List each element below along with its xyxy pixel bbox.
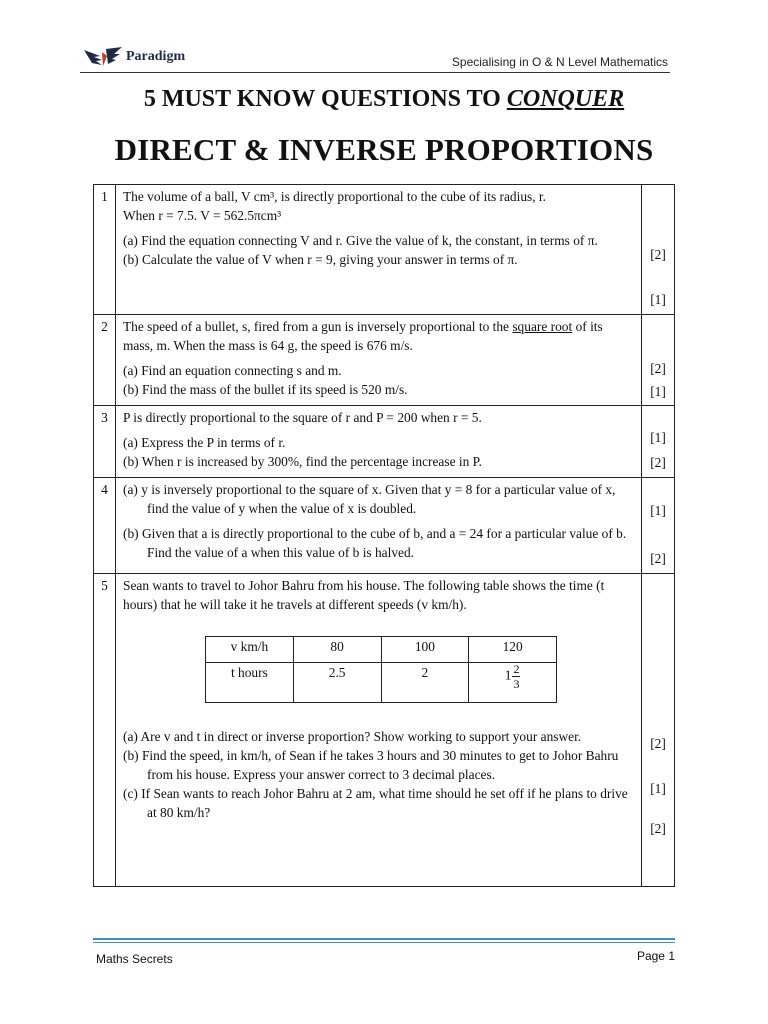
question-part: (a) Express the P in terms of r.	[123, 435, 286, 450]
question-text-underlined: square root	[512, 319, 573, 334]
marks-label: [2]	[650, 821, 666, 836]
marks-label: [2]	[650, 361, 666, 376]
question-text: Sean wants to travel to Johor Bahru from his house. The following table shows the time (t hours) that he will take it he travels at different speeds (v km/h).	[123, 578, 605, 612]
marks-cell	[642, 574, 675, 887]
question-body	[116, 406, 642, 478]
brand-name: Paradigm	[126, 49, 186, 64]
question-text: When r = 7.5. V = 562.5πcm³	[123, 208, 282, 223]
brand-logo	[82, 46, 185, 68]
question-part: (a) Find an equation connecting s and m.	[123, 363, 342, 378]
table-cell: 2	[381, 663, 469, 703]
table-cell: t hours	[206, 663, 294, 703]
question-number: 5	[94, 574, 116, 887]
table-cell	[469, 663, 557, 703]
subtitle-emphasis: CONQUER	[506, 86, 625, 112]
table-cell: 2.5	[293, 663, 381, 703]
marks-label: [1]	[650, 781, 666, 796]
question-body	[116, 574, 642, 887]
marks-label: [2]	[650, 736, 666, 751]
question-row	[94, 315, 675, 406]
footer-divider	[93, 938, 675, 940]
question-part: (b) When r is increased by 300%, find the percentage increase in P.	[123, 454, 482, 469]
marks-cell	[642, 478, 675, 574]
question-part: (a) Find the equation connecting V and r. Give the value of k, the constant, in terms of π.	[123, 233, 598, 248]
page-title: DIRECT & INVERSE PROPORTIONS	[114, 132, 654, 167]
question-part: (a) Are v and t in direct or inverse proportion? Show working to support your answer.	[123, 729, 582, 744]
question-body	[116, 478, 642, 574]
fraction-numerator: 2	[513, 662, 520, 676]
question-part: (b) Calculate the value of V when r = 9, giving your answer in terms of π.	[123, 252, 518, 267]
question-part: (b) Find the mass of the bullet if its speed is 520 m/s.	[123, 382, 408, 397]
table-cell: 100	[381, 637, 469, 663]
marks-label: [2]	[650, 247, 666, 262]
question-text-part: The speed of a bullet, s, fired from a gun is inversely proportional to the	[123, 319, 513, 334]
marks-label: [2]	[650, 551, 666, 566]
footer-divider-thin	[93, 942, 675, 943]
wings-icon	[82, 46, 124, 68]
questions-table	[93, 184, 675, 887]
question-number: 2	[94, 315, 116, 406]
marks-cell	[642, 185, 675, 315]
question-text-part: of its mass, m. When the mass is 64 g, the speed is 676 m/s.	[123, 319, 603, 353]
speed-row	[206, 637, 557, 663]
question-row	[94, 574, 675, 887]
fraction	[512, 663, 520, 690]
table-cell: 120	[469, 637, 557, 663]
mixed-number-whole: 1	[504, 667, 512, 683]
marks-cell	[642, 315, 675, 406]
page-number: Page 1	[636, 949, 675, 963]
subtitle-text: 5 MUST KNOW QUESTIONS TO	[143, 86, 507, 112]
question-body	[116, 315, 642, 406]
marks-cell	[642, 406, 675, 478]
question-row	[94, 406, 675, 478]
marks-label: [1]	[650, 503, 666, 518]
question-row	[94, 185, 675, 315]
question-number: 4	[94, 478, 116, 574]
table-cell: v km/h	[206, 637, 294, 663]
marks-label: [1]	[650, 384, 666, 399]
question-part: (b) Find the speed, in km/h, of Sean if he takes 3 hours and 30 minutes to get to Johor Bahru from his house. Express your answer correct to 3 decimal places.	[123, 748, 619, 782]
header-divider	[80, 72, 670, 73]
header-tagline: Specialising in O & N Level Mathematics	[451, 55, 668, 69]
question-text: P is directly proportional to the square of r and P = 200 when r = 5.	[123, 410, 482, 425]
marks-label: [1]	[650, 292, 666, 307]
question-text	[123, 317, 635, 355]
page-subtitle	[0, 86, 768, 113]
fraction-denominator: 3	[513, 677, 520, 691]
question-body	[116, 185, 642, 315]
question-number: 3	[94, 406, 116, 478]
footer-label: Maths Secrets	[96, 952, 173, 966]
time-row	[206, 663, 557, 703]
speed-time-table	[205, 636, 557, 703]
question-number: 1	[94, 185, 116, 315]
question-part: (a) y is inversely proportional to the square of x. Given that y = 8 for a particular value of x, find the value of y when the value of x is doubled.	[123, 482, 616, 516]
marks-label: [1]	[650, 430, 666, 445]
question-part: (b) Given that a is directly proportional to the cube of b, and a = 24 for a particular value of b. Find the value of a when this value of b is halved.	[123, 526, 627, 560]
table-cell: 80	[293, 637, 381, 663]
page-header	[80, 44, 670, 74]
marks-label: [2]	[650, 455, 666, 470]
question-text: The volume of a ball, V cm³, is directly proportional to the cube of its radius, r.	[123, 189, 547, 204]
question-part: (c) If Sean wants to reach Johor Bahru at 2 am, what time should he set off if he plans to drive at 80 km/h?	[123, 786, 628, 820]
question-row	[94, 478, 675, 574]
